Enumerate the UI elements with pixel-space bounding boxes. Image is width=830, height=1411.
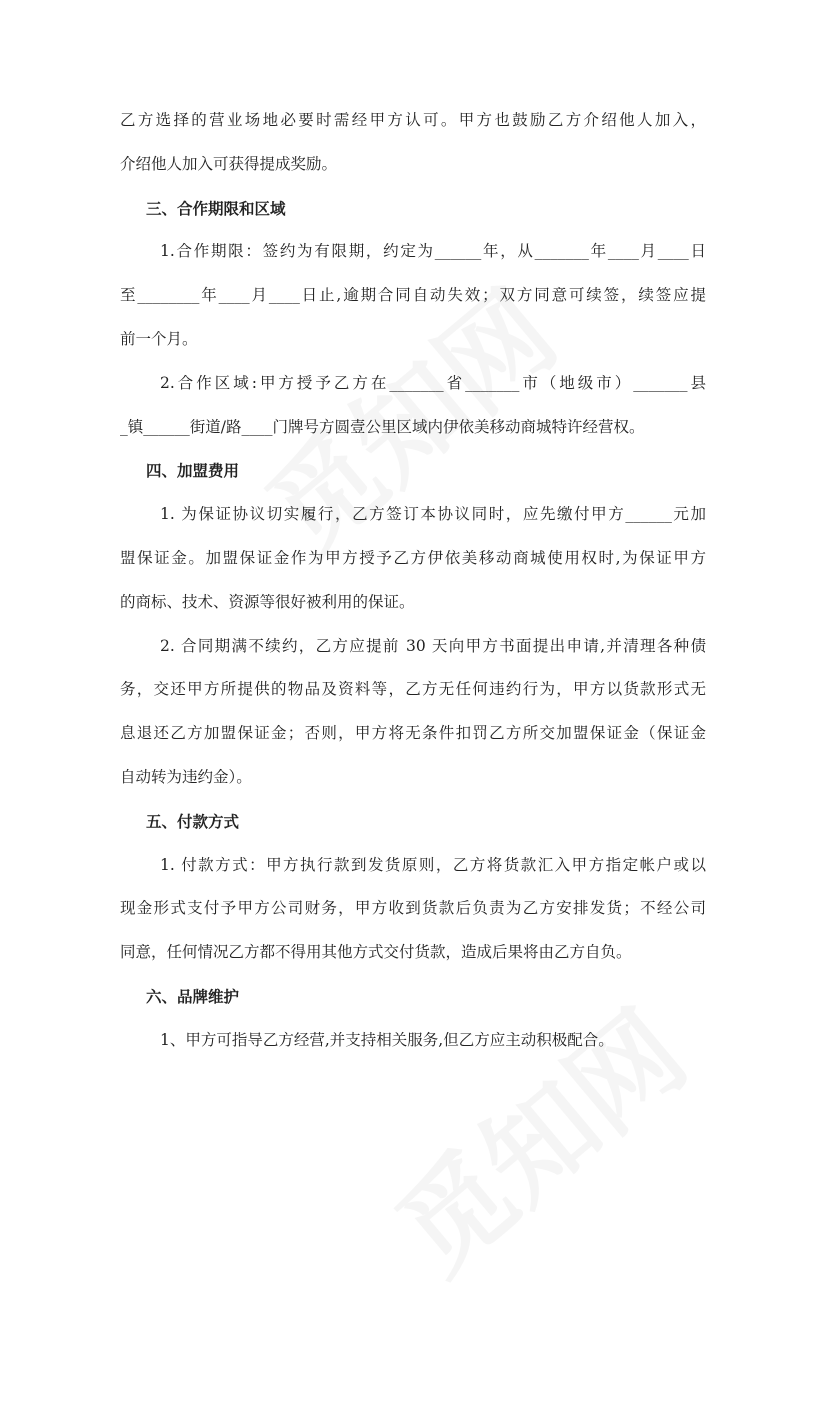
text-line: 乙方选择的营业场地必要时需经甲方认可。甲方也鼓励乙方介绍他人加入， <box>120 111 706 129</box>
section-heading <box>120 449 706 493</box>
text-line: 自动转为违约金）。 <box>120 767 252 786</box>
document-page <box>120 99 706 1063</box>
text-line: 现金形式支付予甲方公司财务，甲方收到货款后负责为乙方安排发货；不经公司 <box>120 899 706 918</box>
text-line: 2.合作区域:甲方授予乙方在_______省_______市（地级市）_______县 <box>160 373 706 392</box>
text-line: 息退还乙方加盟保证金；否则，甲方将无条件扣罚乙方所交加盟保证金（保证金 <box>120 724 706 743</box>
section-heading <box>120 800 706 844</box>
paragraph <box>120 625 706 800</box>
section-heading <box>120 975 706 1019</box>
paragraph <box>120 1019 706 1063</box>
text-line: 前一个月。 <box>120 329 198 348</box>
text-line: 四、加盟费用 <box>146 461 240 481</box>
text-line: 至________年____月____日止,逾期合同自动失效；双方同意可续签，续签应提 <box>120 286 706 305</box>
paragraph <box>120 844 706 975</box>
paragraph <box>120 493 706 624</box>
text-line: 1. 付款方式：甲方执行款到发货原则，乙方将货款汇入甲方指定帐户或以 <box>160 855 706 874</box>
paragraph <box>120 99 706 187</box>
text-line: 2. 合同期满不续约，乙方应提前 30 天向甲方书面提出申请,并清理各种债 <box>160 636 706 655</box>
text-line: 1.合作期限：签约为有限期，约定为______年，从_______年____月____日 <box>160 242 706 261</box>
text-line: 务，交还甲方所提供的物品及资料等，乙方无任何违约行为，甲方以货款形式无 <box>120 680 706 699</box>
text-line: 的商标、技术、资源等很好被利用的保证。 <box>120 592 415 611</box>
paragraph <box>120 362 706 450</box>
text-line: 五、付款方式 <box>146 811 240 831</box>
text-line: 1、甲方可指导乙方经营,并支持相关服务,但乙方应主动积极配合。 <box>160 1030 614 1049</box>
text-line: _镇______街道/路____门牌号方圆壹公里区域内伊依美移动商城特许经营权。 <box>120 417 645 436</box>
text-line: 1. 为保证协议切实履行，乙方签订本协议同时，应先缴付甲方______元加 <box>160 505 706 524</box>
text-line: 三、合作期限和区域 <box>146 198 286 218</box>
text-line: 介绍他人加入可获得提成奖励。 <box>120 154 338 173</box>
text-line: 同意，任何情况乙方都不得用其他方式交付货款，造成后果将由乙方自负。 <box>120 943 632 962</box>
section-heading <box>120 187 706 231</box>
text-line: 盟保证金。加盟保证金作为甲方授予乙方伊依美移动商城使用权时,为保证甲方 <box>120 548 706 567</box>
text-line: 六、品牌维护 <box>146 986 240 1006</box>
paragraph <box>120 230 706 361</box>
